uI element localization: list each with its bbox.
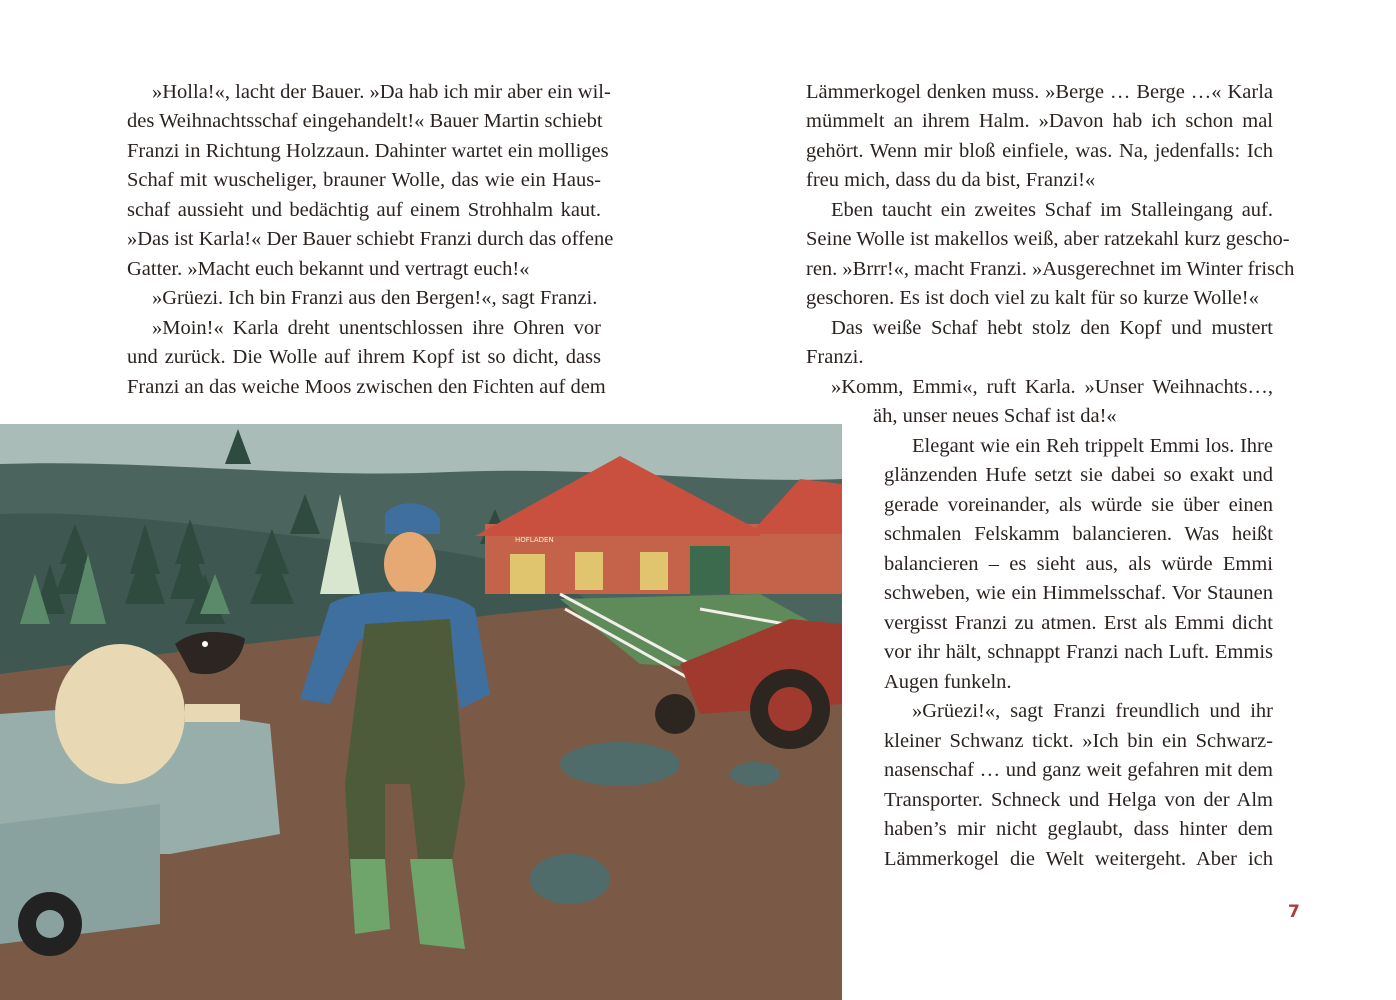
text-line: Eben taucht ein zweites Schaf im Stalleingang auf. (831, 199, 1273, 221)
text-line: Lämmerkogel die Welt weitergeht. Aber ich (884, 848, 1273, 870)
text-line: kleiner Schwanz tickt. »Ich bin ein Schwarz- (884, 730, 1273, 752)
text-line: gerade voreinander, als würde sie über einen (884, 494, 1273, 516)
text-line: »Das ist Karla!« Der Bauer schiebt Franzi durch das offene (127, 228, 614, 250)
text-line: Franzi an das weiche Moos zwischen den Fichten auf dem (127, 376, 606, 398)
text-line: Das weiße Schaf hebt stolz den Kopf und mustert (831, 317, 1273, 339)
text-line: glänzenden Hufe setzt sie dabei so exakt und (884, 464, 1273, 486)
text-line: Lämmerkogel denken muss. »Berge … Berge …« Karla (806, 81, 1273, 103)
text-line: »Grüezi!«, sagt Franzi freundlich und ihr (912, 700, 1273, 722)
text-line: Transporter. Schneck und Helga von der Alm (884, 789, 1273, 811)
text-line: schweben, wie ein Himmelsschaf. Vor Staunen (884, 582, 1273, 604)
puddle (730, 762, 780, 786)
text-line: gehört. Wenn mir bloß einfiele, was. Na, jedenfalls: Ich (806, 140, 1273, 162)
text-line: balancieren – es sieht aus, als würde Emmi (884, 553, 1273, 575)
text-line: schmalen Felskamm balancieren. Was heißt (884, 523, 1273, 545)
page-number: 7 (1288, 902, 1300, 922)
text-line: Franzi. (806, 346, 864, 368)
text-line: ren. »Brrr!«, macht Franzi. »Ausgerechnet im Winter frisch (806, 258, 1295, 280)
text-line: vor ihr hält, schnappt Franzi nach Luft. Emmis (884, 641, 1273, 663)
text-line: geschoren. Es ist doch viel zu kalt für so kurze Wolle!« (806, 287, 1259, 309)
text-line: »Moin!« Karla dreht unentschlossen ihre Ohren vor (152, 317, 601, 339)
text-line: Augen funkeln. (884, 671, 1012, 693)
text-line: freu mich, dass du da bist, Franzi!« (806, 169, 1096, 191)
text-line: Schaf mit wuscheliger, brauner Wolle, das wie ein Haus- (127, 169, 601, 191)
text-line: Gatter. »Macht euch bekannt und vertragt euch!« (127, 258, 530, 280)
puddle (530, 854, 610, 904)
puddle (560, 742, 680, 786)
text-line: äh, unser neues Schaf ist da!« (873, 405, 1117, 427)
text-line: vergisst Franzi zu atmen. Erst als Emmi dicht (884, 612, 1273, 634)
barn-sign: HOFLADEN (515, 536, 554, 544)
text-line: und zurück. Die Wolle auf ihrem Kopf ist so dicht, dass (127, 346, 601, 368)
text-line: nasenschaf … und ganz weit gefahren mit dem (884, 759, 1273, 781)
text-line: »Grüezi. Ich bin Franzi aus den Bergen!«, sagt Franzi. (152, 287, 598, 309)
text-line: haben’s mir nicht geglaubt, dass hinter dem (884, 818, 1273, 840)
farm-illustration (0, 424, 842, 1000)
text-line: Elegant wie ein Reh trippelt Emmi los. Ihre (912, 435, 1273, 457)
text-line: »Holla!«, lacht der Bauer. »Da hab ich mir aber ein wil- (152, 81, 611, 103)
text-line: schaf aussieht und bedächtig auf einem Strohhalm kaut. (127, 199, 601, 221)
text-line: des Weihnachtsschaf eingehandelt!« Bauer Martin schiebt (127, 110, 603, 132)
text-line: Franzi in Richtung Holzzaun. Dahinter wartet ein molliges (127, 140, 609, 162)
text-line: mümmelt an ihrem Halm. »Davon hab ich schon mal (806, 110, 1273, 132)
text-line: Seine Wolle ist makellos weiß, aber ratzekahl kurz gescho- (806, 228, 1290, 250)
text-line: »Komm, Emmi«, ruft Karla. »Unser Weihnachts…, (831, 376, 1273, 398)
